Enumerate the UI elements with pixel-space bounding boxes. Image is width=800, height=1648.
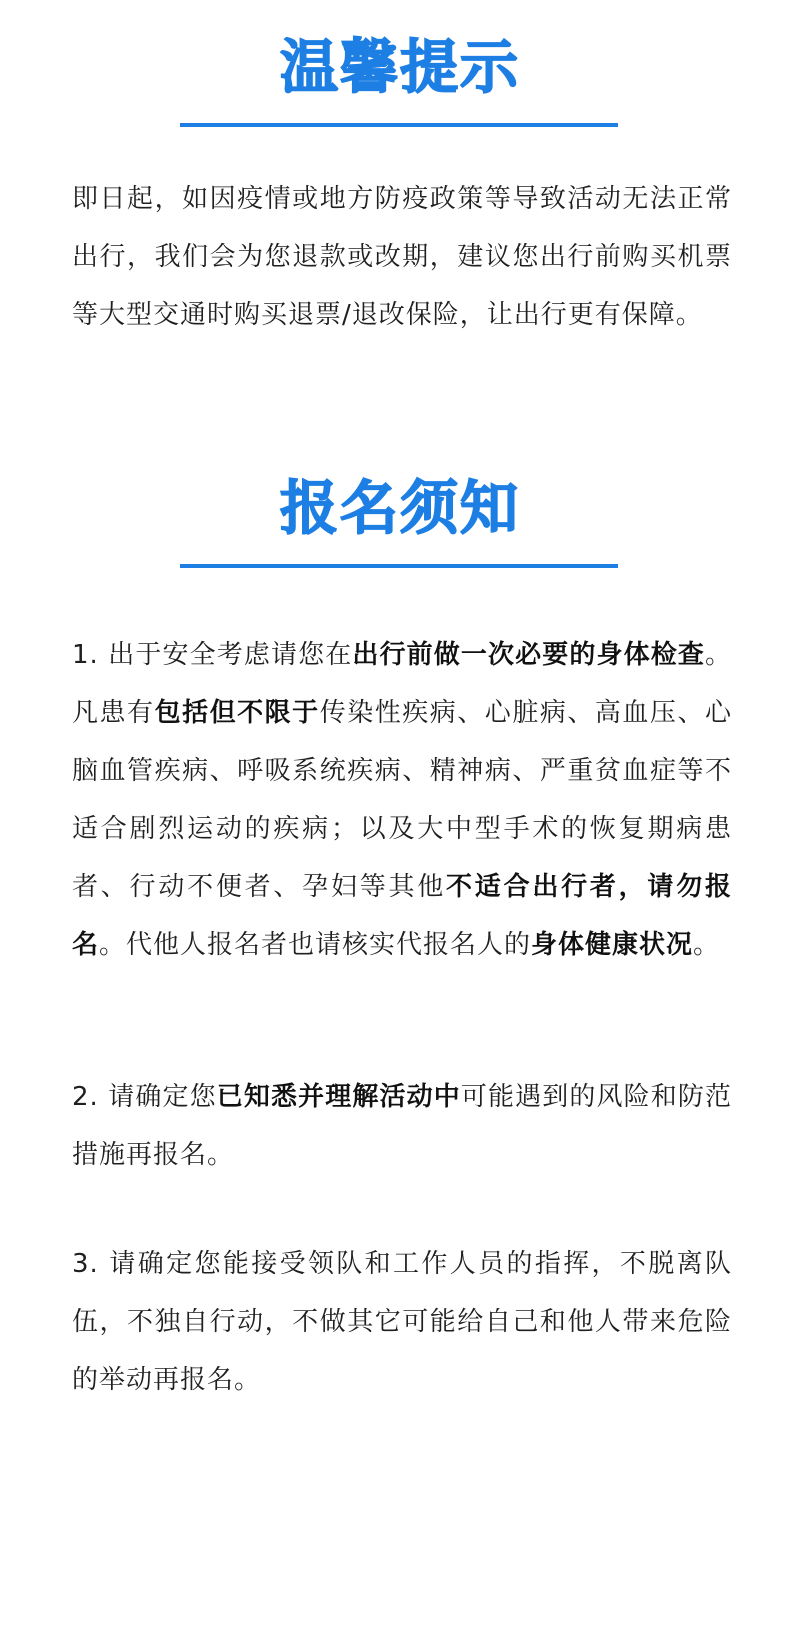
item-2-text-1: 2. 请确定您 bbox=[72, 1082, 217, 1112]
registration-title: 报名须知 bbox=[279, 474, 520, 542]
item-1-text-4: 。代他人报名者也请核实代报名人的 bbox=[99, 930, 532, 960]
item-3-text-1: 3. 请确定您能接受领队和工作人员的指挥，不脱离队伍，不独自行动，不做其它可能给自己和他人带来危险的举动再报名。 bbox=[72, 1249, 732, 1395]
notice-title-underline bbox=[180, 123, 618, 127]
item-1-bold-2: 包括但不限于 bbox=[154, 698, 320, 728]
notice-body: 即日起，如因疫情或地方防疫政策等导致活动无法正常出行，我们会为您退款或改期，建议您出行前购买机票等大型交通时购买退票/退改保险，让出行更有保障。 bbox=[72, 184, 732, 330]
item-1-bold-3: 不适合出行者，请勿报名 bbox=[72, 872, 732, 960]
registration-item-3 bbox=[72, 1235, 732, 1409]
registration-item-2 bbox=[72, 1068, 732, 1184]
item-1-text-3: 传染性疾病、心脏病、高血压、心脑血管疾病、呼吸系统疾病、精神病、严重贫血症等不适合剧烈运动的疾病；以及大中型手术的恢复期病患者、行动不便者、孕妇等其他 bbox=[72, 698, 732, 902]
item-2-bold-1: 已知悉并理解活动中 bbox=[216, 1082, 461, 1112]
item-1-text-1: 1. 出于安全考虑请您在 bbox=[72, 640, 353, 670]
item-2-text-2: 可能遇到的风险和防范措施再报名。 bbox=[72, 1082, 732, 1170]
registration-title-underline bbox=[180, 564, 618, 568]
item-1-bold-4: 身体健康状况 bbox=[531, 930, 694, 960]
notice-title: 温馨提示 bbox=[279, 33, 520, 101]
registration-item-1 bbox=[72, 626, 732, 974]
item-1-text-2: 。凡患有 bbox=[72, 640, 732, 728]
item-1-bold-1: 出行前做一次必要的身体检查 bbox=[352, 640, 705, 670]
item-1-text-5: 。 bbox=[693, 930, 721, 960]
